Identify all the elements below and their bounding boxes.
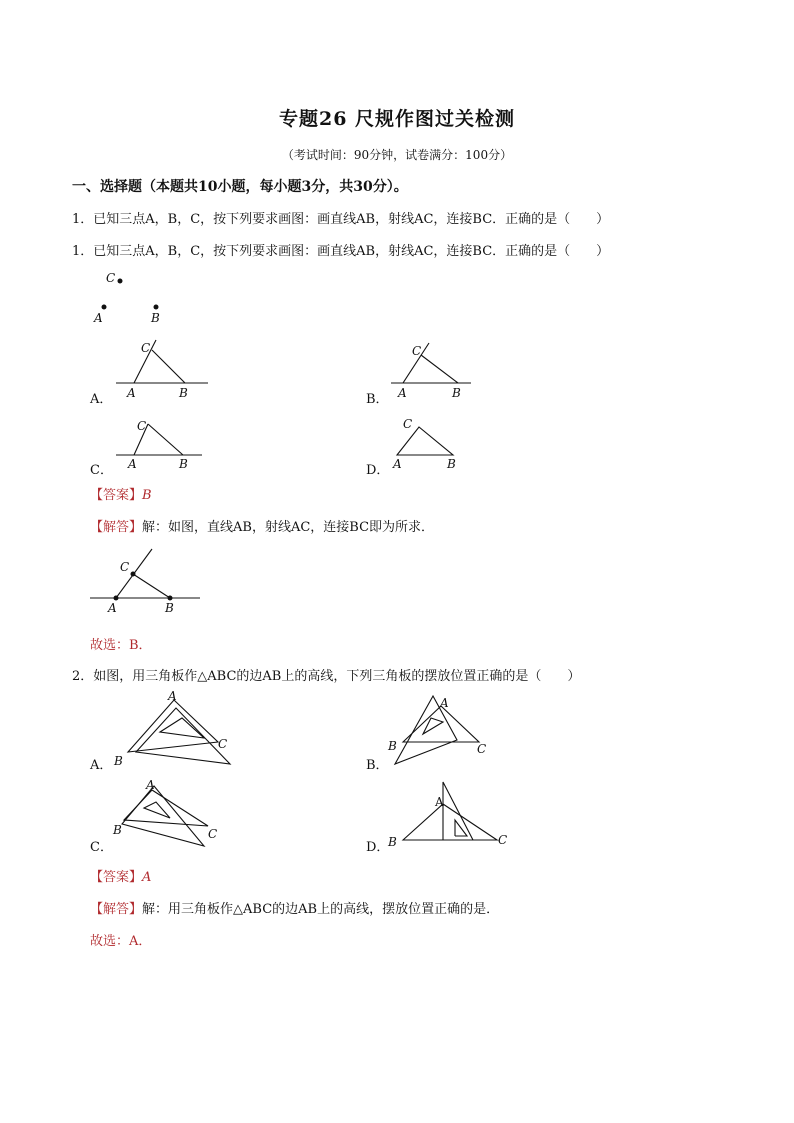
point-b-label: B <box>151 311 160 325</box>
label-c: C <box>208 827 218 841</box>
section-heading: 一、选择题（本题共10小题，每小题3分，共30分）。 <box>72 179 408 195</box>
label-a: A <box>146 778 155 792</box>
point-b <box>154 305 159 310</box>
label-a: A <box>393 457 402 471</box>
q2-option-b-label: B． <box>366 758 389 773</box>
label-a: A <box>127 386 136 400</box>
label-b: B <box>452 386 461 400</box>
q1-given-points <box>80 262 180 328</box>
label-b: B <box>165 601 174 615</box>
q1-analysis: 【解答】解：如图，直线AB，射线AC，连接BC即为所求． <box>90 520 435 535</box>
label-b: B <box>179 457 188 471</box>
label-c: C <box>137 419 147 433</box>
question-1-text: 1．已知三点A，B，C，按下列要求画图：画直线AB，射线AC，连接BC．正确的是（ ） <box>72 212 610 227</box>
q1-option-d-label: D． <box>366 463 390 478</box>
q2-option-d-label: D． <box>366 840 390 855</box>
label-b: B <box>388 835 397 848</box>
q2-answer: 【答案】A <box>90 870 152 885</box>
label-a: A <box>398 386 407 400</box>
q1-option-a-label: A． <box>90 392 113 407</box>
question-1-text-repeat: 1．已知三点A，B，C，按下列要求画图：画直线AB，射线AC，连接BC．正确的是（ ） <box>72 244 610 259</box>
q2-option-b-figure[interactable] <box>385 690 500 770</box>
q1-option-c-label: C． <box>90 463 113 478</box>
exam-info: （考试时间：90分钟，试卷满分：100分） <box>281 148 513 162</box>
label-c: C <box>498 833 508 847</box>
point-a-label: A <box>94 311 103 325</box>
q2-option-a-figure[interactable] <box>110 688 245 770</box>
label-c: C <box>477 742 487 756</box>
q2-final: 故选：A． <box>90 934 152 949</box>
label-a: A <box>435 795 444 809</box>
q2-option-c-figure[interactable] <box>110 776 235 854</box>
label-c: C <box>412 344 422 358</box>
label-b: B <box>447 457 456 471</box>
label-a: A <box>440 696 449 710</box>
q1-solution-figure <box>86 545 210 617</box>
point-c-label: C <box>106 271 116 285</box>
label-c: C <box>218 737 228 751</box>
label-a: A <box>168 689 177 703</box>
label-a: A <box>128 457 137 471</box>
q1-option-c-figure[interactable] <box>110 412 220 478</box>
q1-final: 故选：B． <box>90 638 152 653</box>
q1-option-a-figure[interactable] <box>110 336 220 404</box>
q2-option-a-label: A． <box>90 758 113 773</box>
q2-analysis: 【解答】解：用三角板作△ABC的边AB上的高线，摆放位置正确的是． <box>90 902 500 917</box>
label-c: C <box>403 417 413 431</box>
page-title: 专题26 尺规作图过关检测 <box>278 108 516 130</box>
q1-answer: 【答案】B <box>90 488 152 503</box>
point-c <box>118 279 123 284</box>
label-c: C <box>120 560 130 574</box>
label-b: B <box>113 823 122 837</box>
question-2-text: 2．如图，用三角板作△ABC的边AB上的高线，下列三角板的摆放位置正确的是（ ） <box>72 669 581 684</box>
q2-option-d-figure[interactable] <box>385 776 515 848</box>
q2-option-c-label: C． <box>90 840 113 855</box>
q1-option-b-figure[interactable] <box>385 336 485 404</box>
label-b: B <box>388 739 397 753</box>
q1-option-d-figure[interactable] <box>385 412 475 478</box>
label-b: B <box>179 386 188 400</box>
label-b: B <box>114 754 123 768</box>
q1-option-b-label: B． <box>366 392 389 407</box>
point-a <box>102 305 107 310</box>
label-a: A <box>108 601 117 615</box>
label-c: C <box>141 341 151 355</box>
